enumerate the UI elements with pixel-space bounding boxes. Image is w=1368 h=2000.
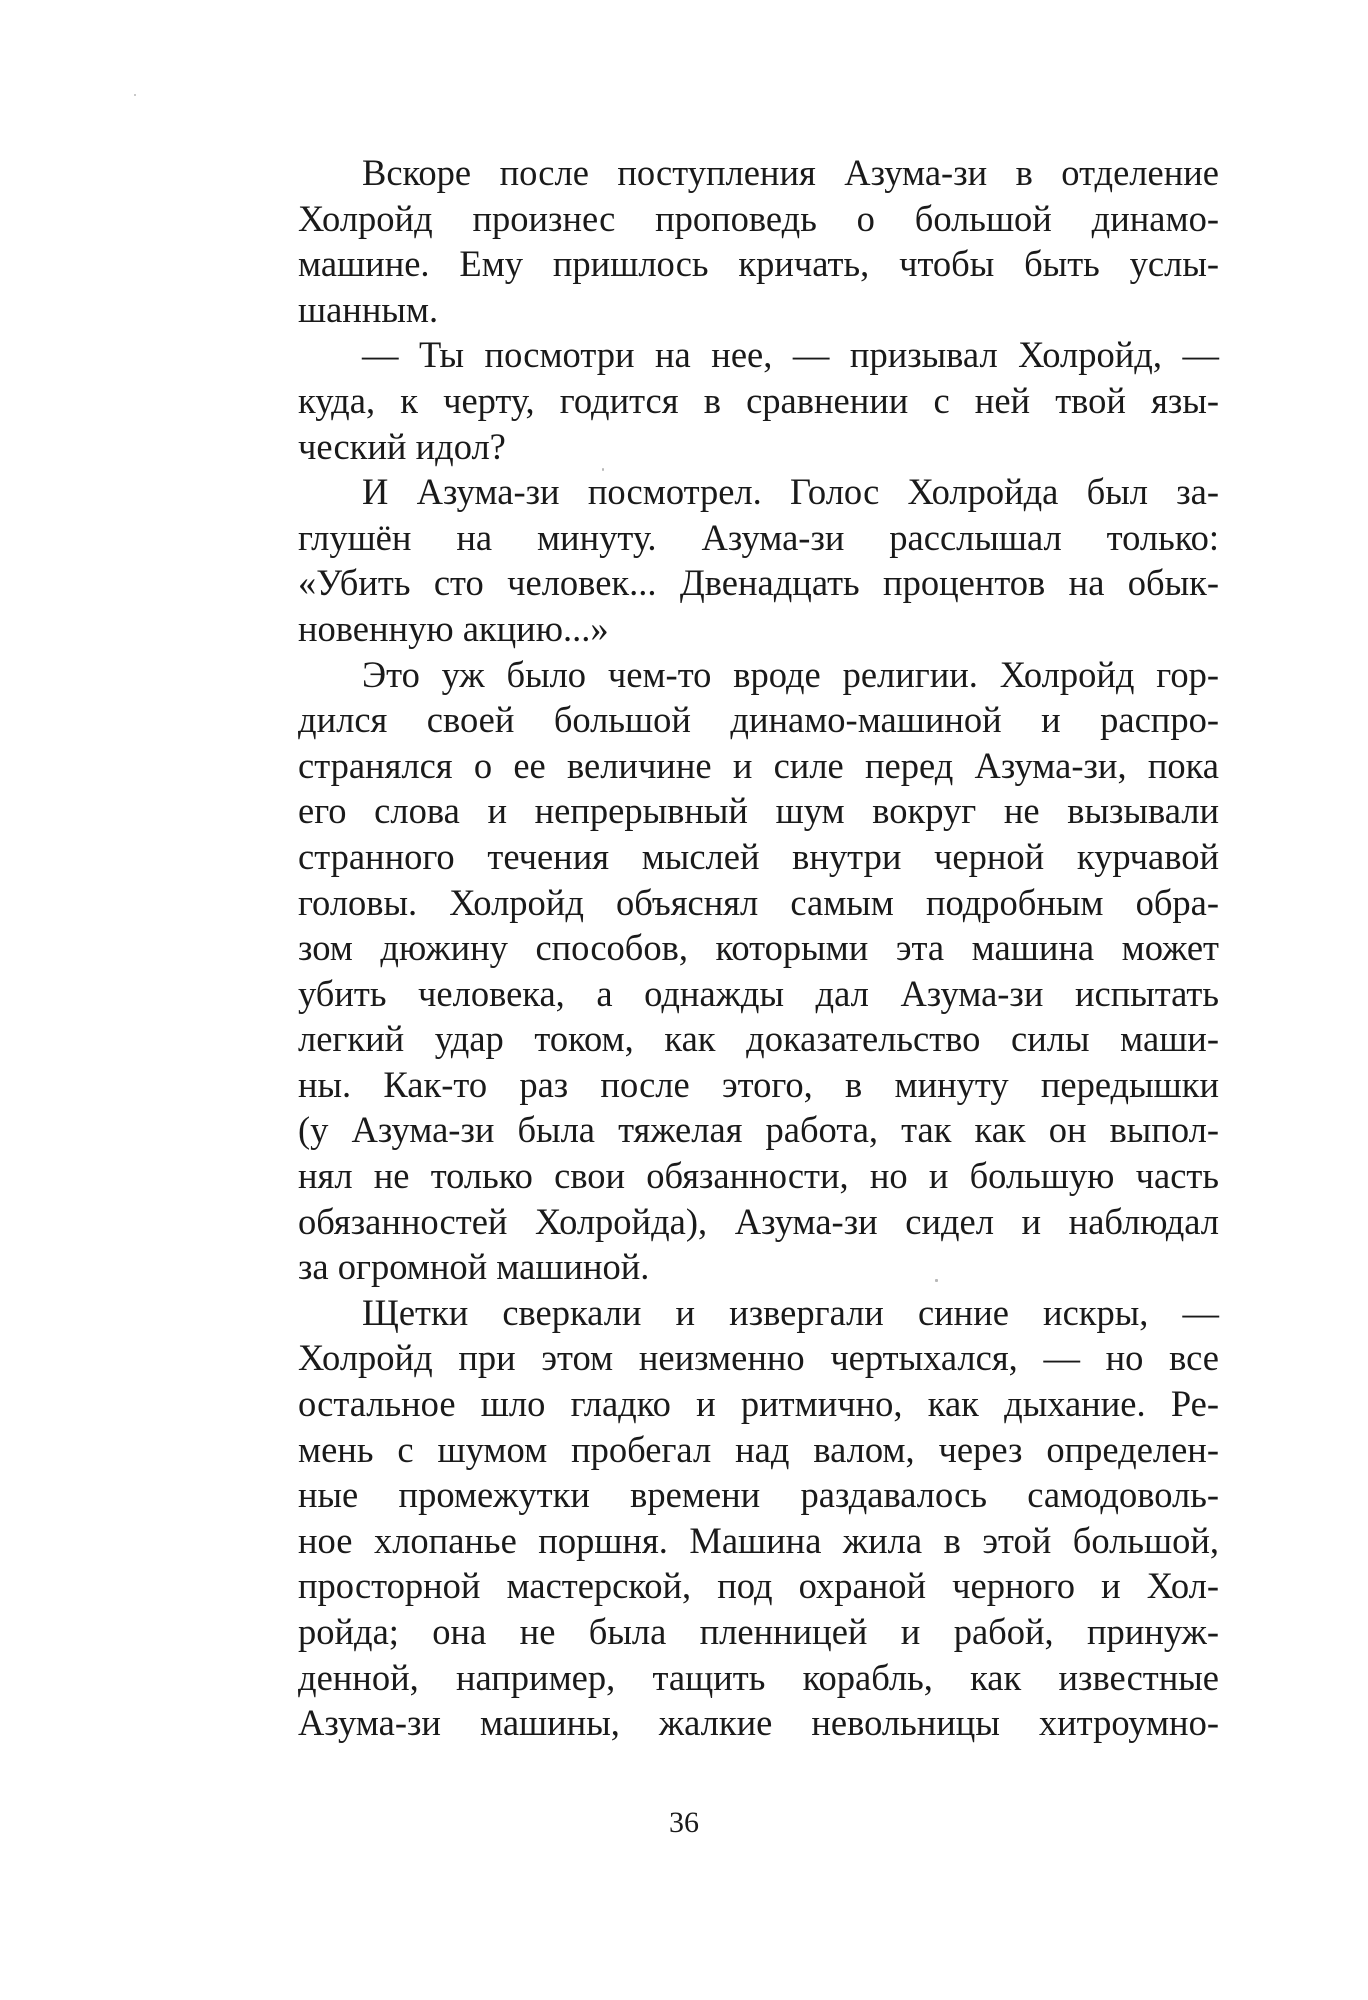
text-line: убить человека, а однажды дал Азума-зи испытать xyxy=(298,972,1219,1014)
text-line: денной, например, тащить корабль, как известные xyxy=(298,1656,1219,1698)
text-line: ройда; она не была пленницей и рабой, принуж- xyxy=(298,1611,1219,1652)
text-line: ное хлопанье поршня. Машина жила в этой большой, xyxy=(298,1519,1219,1561)
text-line: машине. Ему пришлось кричать, чтобы быть услы- xyxy=(298,243,1219,285)
text-line: странного течения мыслей внутри черной курчавой xyxy=(298,835,1219,877)
text-line: Холройд при этом неизменно чертыхался, — но все xyxy=(298,1337,1219,1379)
text-line: головы. Холройд объяснял самым подробным обра- xyxy=(298,881,1219,923)
page-number: 36 xyxy=(669,1806,699,1839)
text-line: нял не только свои обязанности, но и большую часть xyxy=(298,1155,1219,1197)
text-line: новенную акцию...» xyxy=(298,607,609,649)
text-line: мень с шумом пробегал над валом, через определен- xyxy=(298,1428,1219,1470)
text-line: за огромной машиной. xyxy=(298,1246,650,1288)
text-line: обязанностей Холройда), Азума-зи сидел и наблюдал xyxy=(298,1200,1219,1242)
text-line: Азума-зи машины, жалкие невольницы хитроумно- xyxy=(298,1702,1219,1744)
text-line: легкий удар током, как доказательство силы маши- xyxy=(298,1018,1219,1060)
text-line: — Ты посмотри на нее, — призывал Холройд, — xyxy=(362,334,1219,376)
text-line: куда, к черту, годится в сравнении с ней твой язы- xyxy=(298,379,1219,421)
text-line: странялся о ее величине и силе перед Азума-зи, пока xyxy=(298,744,1219,786)
text-line: дился своей большой динамо-машиной и распро- xyxy=(298,699,1219,741)
text-line: ные промежутки времени раздавалось самодоволь- xyxy=(298,1474,1219,1516)
text-line: Щетки сверкали и извергали синие искры, — xyxy=(362,1291,1219,1333)
text-line: И Азума-зи посмотрел. Голос Холройда был за- xyxy=(362,471,1219,513)
text-line: Холройд произнес проповедь о большой динамо- xyxy=(298,197,1219,239)
text-line: шанным. xyxy=(298,288,439,330)
text-line: зом дюжину способов, которыми эта машина может xyxy=(298,927,1219,969)
text-line: остальное шло гладко и ритмично, как дыхание. Ре- xyxy=(298,1383,1219,1425)
text-line: его слова и непрерывный шум вокруг не вызывали xyxy=(298,790,1219,832)
text-line: Вскоре после поступления Азума-зи в отделение xyxy=(362,152,1219,193)
text-line: ны. Как-то раз после этого, в минуту передышки xyxy=(298,1063,1219,1105)
scan-speck xyxy=(134,94,136,96)
text-line: (у Азума-зи была тяжелая работа, так как он выпол- xyxy=(298,1109,1219,1151)
text-line: глушён на минуту. Азума-зи расслышал только: xyxy=(298,516,1219,558)
body-text xyxy=(298,150,1219,1746)
text-line: ческий идол? xyxy=(298,425,506,467)
text-line: просторной мастерской, под охраной черного и Хол- xyxy=(298,1565,1219,1607)
text-line: Это уж было чем-то вроде религии. Холройд гор- xyxy=(362,653,1219,695)
text-line: «Убить сто человек... Двенадцать процентов на обык- xyxy=(298,562,1219,604)
